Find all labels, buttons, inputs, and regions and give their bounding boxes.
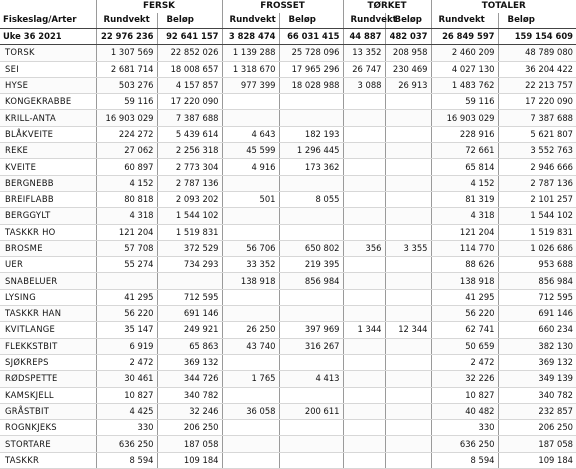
value-cell: 22 852 026 bbox=[157, 45, 222, 61]
value-cell bbox=[385, 143, 431, 159]
species-name: SEI bbox=[0, 61, 96, 77]
species-header: Fiskeslag/Arter bbox=[0, 13, 96, 29]
table-row bbox=[0, 257, 576, 273]
fersk-belop-header: Beløp bbox=[157, 13, 222, 29]
total-label: Uke 36 2021 bbox=[0, 29, 96, 45]
value-cell bbox=[279, 420, 343, 436]
table-row bbox=[0, 289, 576, 305]
value-cell: 17 220 090 bbox=[498, 94, 576, 110]
value-cell: 182 193 bbox=[279, 126, 343, 142]
value-cell: 22 213 757 bbox=[498, 77, 576, 93]
value-cell bbox=[279, 224, 343, 240]
value-cell: 4 027 130 bbox=[431, 61, 498, 77]
value-cell bbox=[343, 143, 385, 159]
value-cell: 636 250 bbox=[431, 436, 498, 452]
value-cell: 26 250 bbox=[222, 322, 279, 338]
value-cell bbox=[343, 338, 385, 354]
species-name: BROSME bbox=[0, 240, 96, 256]
value-cell: 187 058 bbox=[157, 436, 222, 452]
table-row bbox=[0, 208, 576, 224]
value-cell: 230 469 bbox=[385, 61, 431, 77]
value-cell: 138 918 bbox=[222, 273, 279, 289]
table-row bbox=[0, 420, 576, 436]
value-cell: 200 611 bbox=[279, 403, 343, 419]
value-cell: 2 256 318 bbox=[157, 143, 222, 159]
value-cell: 45 599 bbox=[222, 143, 279, 159]
total-cell: 159 154 609 bbox=[498, 29, 576, 45]
value-cell: 344 726 bbox=[157, 371, 222, 387]
value-cell: 953 688 bbox=[498, 257, 576, 273]
value-cell bbox=[279, 436, 343, 452]
value-cell bbox=[279, 306, 343, 322]
value-cell bbox=[222, 420, 279, 436]
value-cell: 40 482 bbox=[431, 403, 498, 419]
value-cell: 55 274 bbox=[96, 257, 157, 273]
value-cell bbox=[343, 436, 385, 452]
value-cell bbox=[222, 224, 279, 240]
value-cell bbox=[343, 289, 385, 305]
species-name: BERGNEBB bbox=[0, 175, 96, 191]
value-cell: 650 802 bbox=[279, 240, 343, 256]
group-torket: TØRKET bbox=[343, 0, 431, 13]
table-row bbox=[0, 94, 576, 110]
value-cell bbox=[343, 420, 385, 436]
table-row bbox=[0, 175, 576, 191]
value-cell bbox=[222, 436, 279, 452]
value-cell bbox=[385, 420, 431, 436]
value-cell: 1 139 288 bbox=[222, 45, 279, 61]
value-cell: 6 919 bbox=[96, 338, 157, 354]
species-name: TASKKR HAN bbox=[0, 306, 96, 322]
total-cell: 482 037 bbox=[385, 29, 431, 45]
value-cell: 356 bbox=[343, 240, 385, 256]
total-cell: 26 849 597 bbox=[431, 29, 498, 45]
value-cell: 330 bbox=[96, 420, 157, 436]
value-cell: 4 318 bbox=[96, 208, 157, 224]
value-cell: 2 787 136 bbox=[498, 175, 576, 191]
value-cell bbox=[222, 110, 279, 126]
species-name: HYSE bbox=[0, 77, 96, 93]
value-cell: 26 747 bbox=[343, 61, 385, 77]
value-cell: 2 460 209 bbox=[431, 45, 498, 61]
table-row bbox=[0, 224, 576, 240]
value-cell bbox=[222, 452, 279, 468]
value-cell: 43 740 bbox=[222, 338, 279, 354]
value-cell: 59 116 bbox=[431, 94, 498, 110]
value-cell: 349 139 bbox=[498, 371, 576, 387]
value-cell: 32 226 bbox=[431, 371, 498, 387]
table-row bbox=[0, 371, 576, 387]
value-cell bbox=[343, 175, 385, 191]
value-cell bbox=[222, 387, 279, 403]
value-cell: 219 395 bbox=[279, 257, 343, 273]
value-cell: 1 519 831 bbox=[157, 224, 222, 240]
value-cell: 3 088 bbox=[343, 77, 385, 93]
species-name: KAMSKJELL bbox=[0, 387, 96, 403]
value-cell: 36 204 422 bbox=[498, 61, 576, 77]
total-row bbox=[0, 29, 576, 45]
value-cell: 109 184 bbox=[498, 452, 576, 468]
table-row bbox=[0, 403, 576, 419]
value-cell: 35 147 bbox=[96, 322, 157, 338]
value-cell bbox=[385, 159, 431, 175]
species-name: KONGEKRABBE bbox=[0, 94, 96, 110]
value-cell: 691 146 bbox=[157, 306, 222, 322]
value-cell: 5 621 807 bbox=[498, 126, 576, 142]
value-cell: 1 544 102 bbox=[498, 208, 576, 224]
value-cell: 4 157 857 bbox=[157, 77, 222, 93]
value-cell bbox=[343, 257, 385, 273]
value-cell: 12 344 bbox=[385, 322, 431, 338]
value-cell: 10 827 bbox=[96, 387, 157, 403]
value-cell: 2 773 304 bbox=[157, 159, 222, 175]
value-cell: 330 bbox=[431, 420, 498, 436]
value-cell: 4 152 bbox=[96, 175, 157, 191]
value-cell: 59 116 bbox=[96, 94, 157, 110]
value-cell bbox=[385, 387, 431, 403]
value-cell bbox=[96, 273, 157, 289]
value-cell: 187 058 bbox=[498, 436, 576, 452]
value-cell: 228 916 bbox=[431, 126, 498, 142]
total-cell: 3 828 474 bbox=[222, 29, 279, 45]
table-row bbox=[0, 240, 576, 256]
value-cell: 56 706 bbox=[222, 240, 279, 256]
table-row bbox=[0, 45, 576, 61]
value-cell: 72 661 bbox=[431, 143, 498, 159]
table-row bbox=[0, 61, 576, 77]
value-cell: 1 765 bbox=[222, 371, 279, 387]
value-cell: 17 965 296 bbox=[279, 61, 343, 77]
value-cell: 18 028 988 bbox=[279, 77, 343, 93]
value-cell: 1 544 102 bbox=[157, 208, 222, 224]
table-row bbox=[0, 306, 576, 322]
species-name: FLEKKSTBIT bbox=[0, 338, 96, 354]
species-name: ROGNKJEKS bbox=[0, 420, 96, 436]
value-cell: 80 818 bbox=[96, 191, 157, 207]
value-cell bbox=[279, 387, 343, 403]
value-cell bbox=[279, 452, 343, 468]
value-cell: 397 969 bbox=[279, 322, 343, 338]
value-cell bbox=[385, 175, 431, 191]
group-frosset: FROSSET bbox=[222, 0, 343, 13]
value-cell: 33 352 bbox=[222, 257, 279, 273]
value-cell: 4 916 bbox=[222, 159, 279, 175]
value-cell: 372 529 bbox=[157, 240, 222, 256]
value-cell bbox=[385, 126, 431, 142]
value-cell bbox=[343, 191, 385, 207]
value-cell: 10 827 bbox=[431, 387, 498, 403]
table-row bbox=[0, 126, 576, 142]
value-cell: 206 250 bbox=[157, 420, 222, 436]
value-cell: 88 626 bbox=[431, 257, 498, 273]
value-cell bbox=[385, 338, 431, 354]
value-cell: 369 132 bbox=[157, 354, 222, 370]
value-cell: 316 267 bbox=[279, 338, 343, 354]
value-cell bbox=[343, 371, 385, 387]
value-cell bbox=[279, 354, 343, 370]
value-cell bbox=[343, 354, 385, 370]
value-cell: 138 918 bbox=[431, 273, 498, 289]
value-cell bbox=[222, 175, 279, 191]
value-cell: 3 552 763 bbox=[498, 143, 576, 159]
value-cell: 16 903 029 bbox=[431, 110, 498, 126]
value-cell bbox=[343, 224, 385, 240]
value-cell: 369 132 bbox=[498, 354, 576, 370]
value-cell: 62 741 bbox=[431, 322, 498, 338]
value-cell bbox=[385, 371, 431, 387]
frosset-rundvekt-header: Rundvekt bbox=[222, 13, 279, 29]
value-cell: 8 594 bbox=[431, 452, 498, 468]
value-cell: 1 296 445 bbox=[279, 143, 343, 159]
value-cell bbox=[385, 224, 431, 240]
value-cell: 56 220 bbox=[96, 306, 157, 322]
value-cell: 2 472 bbox=[431, 354, 498, 370]
value-cell: 8 055 bbox=[279, 191, 343, 207]
value-cell: 26 913 bbox=[385, 77, 431, 93]
value-cell: 48 789 080 bbox=[498, 45, 576, 61]
column-header-row bbox=[0, 13, 576, 29]
value-cell bbox=[343, 306, 385, 322]
value-cell: 114 770 bbox=[431, 240, 498, 256]
torket-belop-header: Beløp bbox=[385, 13, 431, 29]
value-cell: 121 204 bbox=[431, 224, 498, 240]
species-name: GRÅSTBIT bbox=[0, 403, 96, 419]
value-cell bbox=[279, 110, 343, 126]
species-name: KRILL-ANTA bbox=[0, 110, 96, 126]
value-cell bbox=[279, 94, 343, 110]
value-cell: 4 318 bbox=[431, 208, 498, 224]
value-cell: 16 903 029 bbox=[96, 110, 157, 126]
value-cell: 712 595 bbox=[498, 289, 576, 305]
group-fersk: FERSK bbox=[96, 0, 222, 13]
species-name: RØDSPETTE bbox=[0, 371, 96, 387]
value-cell: 2 681 714 bbox=[96, 61, 157, 77]
torket-rundvekt-header: Rundvekt bbox=[343, 13, 385, 29]
value-cell bbox=[343, 94, 385, 110]
value-cell: 4 425 bbox=[96, 403, 157, 419]
value-cell bbox=[385, 257, 431, 273]
value-cell bbox=[157, 273, 222, 289]
species-name: SJØKREPS bbox=[0, 354, 96, 370]
value-cell bbox=[343, 403, 385, 419]
value-cell: 232 857 bbox=[498, 403, 576, 419]
value-cell: 4 413 bbox=[279, 371, 343, 387]
table-row bbox=[0, 452, 576, 468]
species-name: BLÅKVEITE bbox=[0, 126, 96, 142]
value-cell bbox=[279, 175, 343, 191]
value-cell: 41 295 bbox=[431, 289, 498, 305]
group-header-row bbox=[0, 0, 576, 13]
species-name: KVEITE bbox=[0, 159, 96, 175]
species-name: TASKKR HO bbox=[0, 224, 96, 240]
value-cell: 4 643 bbox=[222, 126, 279, 142]
table-row bbox=[0, 77, 576, 93]
species-name: UER bbox=[0, 257, 96, 273]
value-cell: 56 220 bbox=[431, 306, 498, 322]
value-cell bbox=[385, 110, 431, 126]
value-cell: 17 220 090 bbox=[157, 94, 222, 110]
value-cell: 81 319 bbox=[431, 191, 498, 207]
table-row bbox=[0, 191, 576, 207]
total-cell: 44 887 bbox=[343, 29, 385, 45]
value-cell: 41 295 bbox=[96, 289, 157, 305]
table-row bbox=[0, 322, 576, 338]
species-name: TASKKR bbox=[0, 452, 96, 468]
species-name: KVITLANGE bbox=[0, 322, 96, 338]
value-cell: 1 519 831 bbox=[498, 224, 576, 240]
value-cell bbox=[343, 452, 385, 468]
value-cell bbox=[222, 306, 279, 322]
value-cell: 1 307 569 bbox=[96, 45, 157, 61]
table-row bbox=[0, 110, 576, 126]
value-cell bbox=[385, 208, 431, 224]
value-cell: 208 958 bbox=[385, 45, 431, 61]
value-cell: 60 897 bbox=[96, 159, 157, 175]
value-cell: 4 152 bbox=[431, 175, 498, 191]
value-cell: 32 246 bbox=[157, 403, 222, 419]
value-cell: 173 362 bbox=[279, 159, 343, 175]
species-name: REKE bbox=[0, 143, 96, 159]
value-cell bbox=[343, 273, 385, 289]
value-cell: 2 101 257 bbox=[498, 191, 576, 207]
value-cell: 2 472 bbox=[96, 354, 157, 370]
group-totaler: TOTALER bbox=[481, 1, 526, 11]
species-name: LYSING bbox=[0, 289, 96, 305]
value-cell: 25 728 096 bbox=[279, 45, 343, 61]
value-cell: 121 204 bbox=[96, 224, 157, 240]
table-row bbox=[0, 143, 576, 159]
value-cell bbox=[385, 289, 431, 305]
value-cell: 340 782 bbox=[498, 387, 576, 403]
value-cell: 7 387 688 bbox=[157, 110, 222, 126]
value-cell: 636 250 bbox=[96, 436, 157, 452]
value-cell: 109 184 bbox=[157, 452, 222, 468]
value-cell: 8 594 bbox=[96, 452, 157, 468]
group-spacer bbox=[0, 0, 96, 13]
value-cell bbox=[385, 306, 431, 322]
value-cell: 856 984 bbox=[279, 273, 343, 289]
value-cell: 856 984 bbox=[498, 273, 576, 289]
value-cell: 660 234 bbox=[498, 322, 576, 338]
table-row bbox=[0, 159, 576, 175]
value-cell bbox=[279, 208, 343, 224]
value-cell: 734 293 bbox=[157, 257, 222, 273]
value-cell: 977 399 bbox=[222, 77, 279, 93]
species-name: TORSK bbox=[0, 45, 96, 61]
value-cell: 340 782 bbox=[157, 387, 222, 403]
value-cell: 712 595 bbox=[157, 289, 222, 305]
table-row bbox=[0, 436, 576, 452]
value-cell: 1 026 686 bbox=[498, 240, 576, 256]
table-row bbox=[0, 387, 576, 403]
value-cell bbox=[343, 208, 385, 224]
value-cell bbox=[222, 208, 279, 224]
value-cell: 57 708 bbox=[96, 240, 157, 256]
frosset-belop-header: Beløp bbox=[279, 13, 343, 29]
value-cell bbox=[385, 273, 431, 289]
species-name: STORTARE bbox=[0, 436, 96, 452]
value-cell: 50 659 bbox=[431, 338, 498, 354]
table-row bbox=[0, 338, 576, 354]
value-cell bbox=[385, 452, 431, 468]
value-cell: 2 946 666 bbox=[498, 159, 576, 175]
species-name: BERGGYLT bbox=[0, 208, 96, 224]
fersk-rundvekt-header: Rundvekt bbox=[96, 13, 157, 29]
value-cell: 36 058 bbox=[222, 403, 279, 419]
value-cell: 1 318 670 bbox=[222, 61, 279, 77]
value-cell bbox=[279, 289, 343, 305]
value-cell: 249 921 bbox=[157, 322, 222, 338]
value-cell: 27 062 bbox=[96, 143, 157, 159]
value-cell: 65 814 bbox=[431, 159, 498, 175]
table-row bbox=[0, 273, 576, 289]
value-cell bbox=[385, 191, 431, 207]
value-cell: 13 352 bbox=[343, 45, 385, 61]
value-cell: 503 276 bbox=[96, 77, 157, 93]
value-cell bbox=[385, 403, 431, 419]
value-cell: 65 863 bbox=[157, 338, 222, 354]
totaler-belop-header: Beløp bbox=[498, 13, 576, 29]
value-cell: 691 146 bbox=[498, 306, 576, 322]
value-cell bbox=[343, 110, 385, 126]
value-cell: 2 093 202 bbox=[157, 191, 222, 207]
totaler-rundvekt-header: Rundvekt bbox=[431, 13, 498, 29]
value-cell: 206 250 bbox=[498, 420, 576, 436]
total-cell: 92 641 157 bbox=[157, 29, 222, 45]
table-row bbox=[0, 354, 576, 370]
value-cell: 3 355 bbox=[385, 240, 431, 256]
value-cell bbox=[343, 126, 385, 142]
species-name: BREIFLABB bbox=[0, 191, 96, 207]
species-name: SNABELUER bbox=[0, 273, 96, 289]
value-cell bbox=[222, 94, 279, 110]
value-cell: 2 787 136 bbox=[157, 175, 222, 191]
value-cell bbox=[343, 159, 385, 175]
value-cell bbox=[385, 354, 431, 370]
value-cell bbox=[385, 436, 431, 452]
value-cell bbox=[385, 94, 431, 110]
value-cell: 30 461 bbox=[96, 371, 157, 387]
value-cell: 1 344 bbox=[343, 322, 385, 338]
total-cell: 66 031 415 bbox=[279, 29, 343, 45]
value-cell: 7 387 688 bbox=[498, 110, 576, 126]
value-cell: 224 272 bbox=[96, 126, 157, 142]
total-cell: 22 976 236 bbox=[96, 29, 157, 45]
value-cell: 18 008 657 bbox=[157, 61, 222, 77]
value-cell: 1 483 762 bbox=[431, 77, 498, 93]
value-cell: 382 130 bbox=[498, 338, 576, 354]
value-cell bbox=[343, 387, 385, 403]
value-cell bbox=[222, 289, 279, 305]
value-cell: 501 bbox=[222, 191, 279, 207]
value-cell bbox=[222, 354, 279, 370]
value-cell: 5 439 614 bbox=[157, 126, 222, 142]
